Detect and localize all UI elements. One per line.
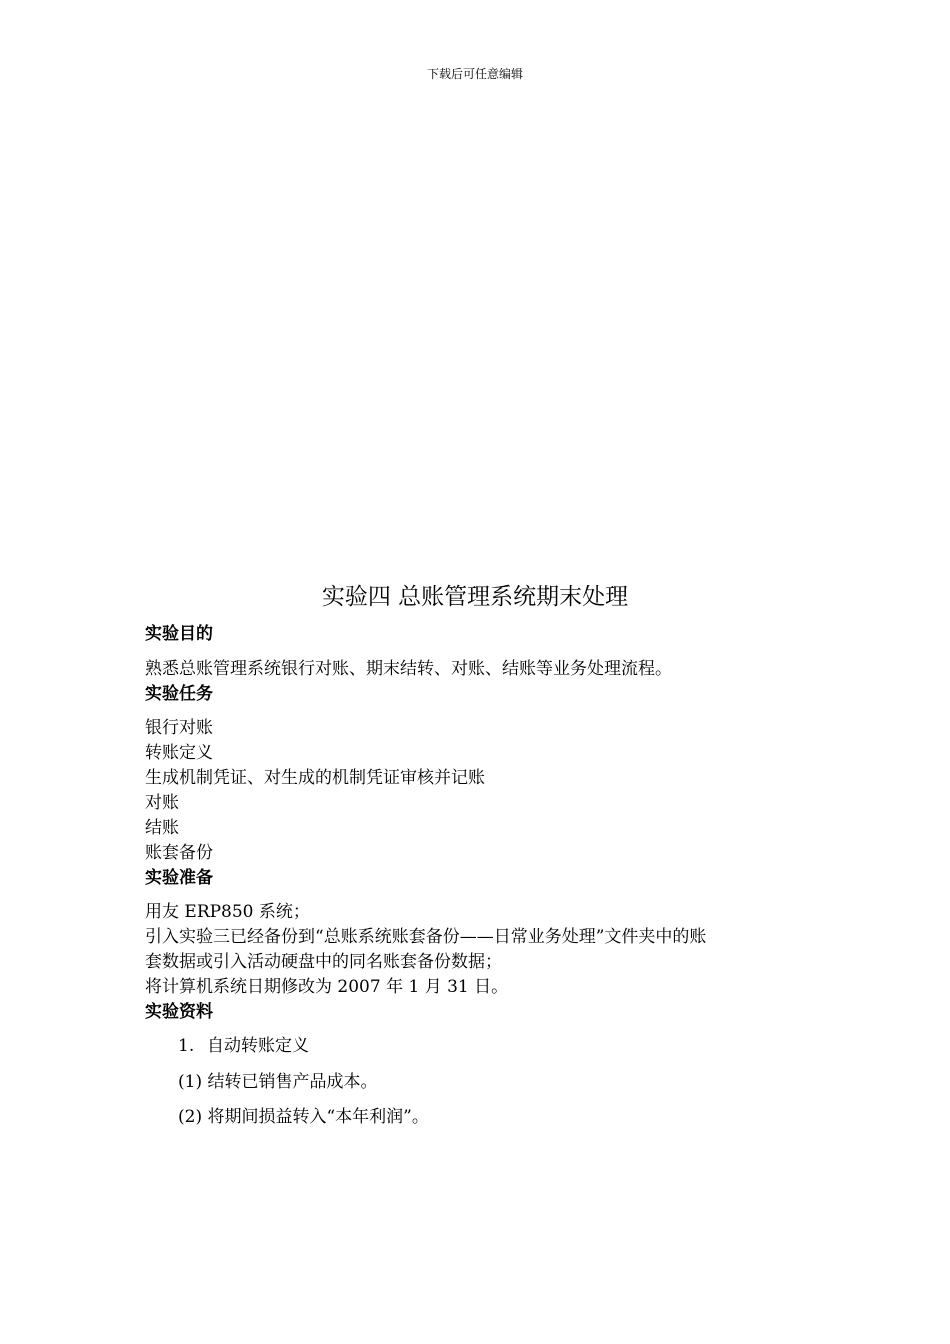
task-item: 结账 bbox=[145, 818, 179, 838]
task-item: 生成机制凭证、对生成的机制凭证审核并记账 bbox=[145, 768, 485, 788]
heading-materials: 实验资料 bbox=[145, 1002, 213, 1022]
sub-item: (2) 将期间损益转入“本年利润”。 bbox=[178, 1107, 429, 1127]
task-item: 对账 bbox=[145, 793, 179, 813]
list-item-text: 自动转账定义 bbox=[207, 1036, 309, 1056]
heading-tasks: 实验任务 bbox=[145, 684, 213, 704]
heading-preparation: 实验准备 bbox=[145, 868, 213, 888]
preparation-line: 引入实验三已经备份到“总账系统账套备份——日常业务处理”文件夹中的账 bbox=[145, 927, 707, 947]
preparation-line: 套数据或引入活动硬盘中的同名账套备份数据； bbox=[145, 952, 502, 972]
page-header: 下载后可任意编辑 bbox=[426, 67, 523, 81]
task-item: 银行对账 bbox=[145, 718, 213, 738]
purpose-line-1: 熟悉总账管理系统银行对账、期末结转、对账、结账等业务处理流程。 bbox=[145, 659, 672, 679]
preparation-line: 将计算机系统日期修改为 2007 年 1 月 31 日。 bbox=[145, 977, 509, 997]
heading-purpose: 实验目的 bbox=[145, 624, 213, 644]
list-item-number: 1. bbox=[178, 1036, 195, 1056]
sub-item: (1) 结转已销售产品成本。 bbox=[178, 1072, 378, 1092]
task-item: 账套备份 bbox=[145, 843, 213, 863]
document-title: 实验四 总账管理系统期末处理 bbox=[321, 584, 629, 610]
preparation-line: 用友 ERP850 系统； bbox=[145, 902, 310, 922]
task-item: 转账定义 bbox=[145, 743, 213, 763]
